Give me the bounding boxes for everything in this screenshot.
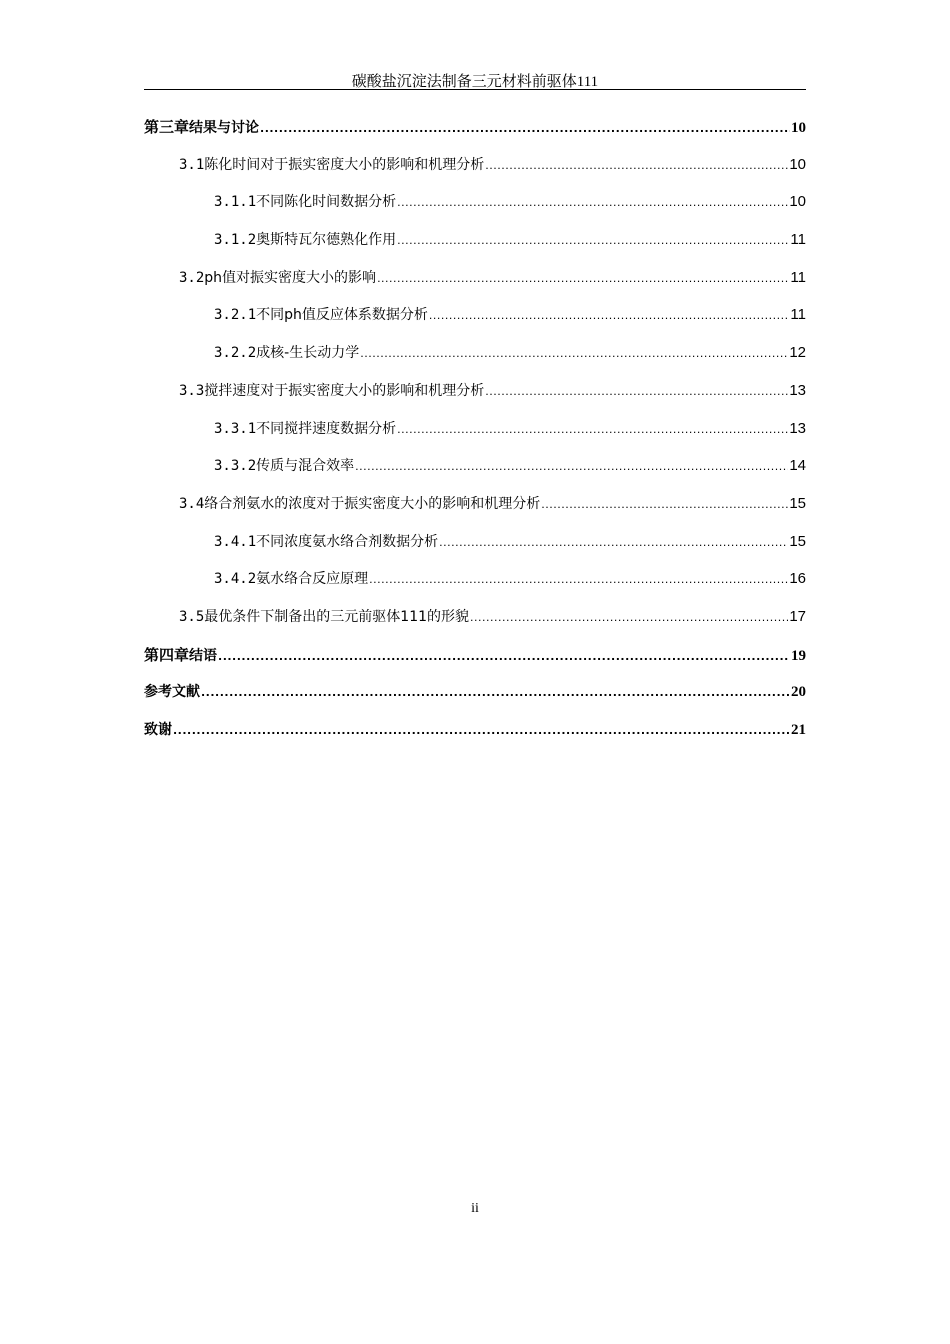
toc-entry-title: 络合剂氨水的浓度对于振实密度大小的影响和机理分析	[204, 495, 541, 512]
toc-entry-page: 12	[789, 344, 806, 362]
toc-entry-title: 不同ph值反应体系数据分析	[256, 307, 428, 324]
toc-entry-page: 13	[789, 381, 806, 399]
toc-entry-title: 陈化时间对于振实密度大小的影响和机理分析	[204, 156, 485, 173]
toc-entry[interactable]	[144, 606, 806, 644]
toc-entry-page: 19	[791, 647, 806, 664]
toc-entry[interactable]	[144, 191, 806, 229]
toc-entry[interactable]	[144, 304, 806, 342]
toc-entry-number: 3.5	[179, 608, 205, 625]
dot-leader	[485, 385, 788, 398]
toc-entry-title: 氨水络合反应原理	[256, 571, 369, 588]
toc-entry[interactable]	[144, 719, 806, 757]
toc-entry-title: 结果与讨论	[189, 120, 260, 136]
dot-leader	[201, 686, 790, 699]
toc-entry-page: 11	[790, 268, 806, 286]
dot-leader	[260, 122, 790, 135]
dot-leader	[541, 498, 788, 511]
toc-entry-number: 3.2.1	[214, 307, 257, 324]
toc-entry-page: 21	[791, 722, 806, 738]
toc-entry[interactable]	[144, 493, 806, 531]
toc-entry[interactable]	[144, 681, 806, 719]
toc-entry-page: 10	[791, 120, 806, 136]
toc-entry[interactable]	[144, 342, 806, 380]
toc-entry-page: 20	[791, 684, 806, 701]
toc-entry-title: 致谢	[144, 722, 172, 738]
toc-entry-number: 3.2.2	[214, 345, 257, 362]
toc-entry-number: 3.4.2	[214, 571, 257, 588]
toc-entry-number: 3.1.2	[214, 232, 257, 249]
toc-entry[interactable]	[144, 531, 806, 569]
toc-entry[interactable]	[144, 116, 806, 154]
toc-entry-number: 3.4.1	[214, 533, 257, 550]
toc-entry[interactable]	[144, 568, 806, 606]
toc-entry-title: 结语	[189, 647, 218, 664]
toc-entry-page: 11	[790, 306, 806, 324]
dot-leader	[485, 159, 788, 172]
dot-leader	[397, 423, 788, 436]
toc-entry[interactable]	[144, 267, 806, 305]
header-rule	[144, 89, 806, 90]
toc-entry-number: 3.3	[179, 382, 205, 399]
toc-entry-page: 13	[789, 419, 806, 437]
dot-leader	[360, 347, 788, 360]
toc-entry-title: 不同陈化时间数据分析	[256, 194, 397, 211]
toc-entry-title: 搅拌速度对于振实密度大小的影响和机理分析	[204, 382, 485, 399]
dot-leader	[218, 650, 790, 663]
toc-entry[interactable]	[144, 418, 806, 456]
toc-entry-page: 15	[789, 494, 806, 512]
toc-entry-number: 3.3.1	[214, 420, 257, 437]
toc-entry-page: 10	[789, 193, 806, 211]
toc-entry[interactable]	[144, 455, 806, 493]
dot-leader	[439, 536, 788, 549]
toc-entry-number: 3.4	[179, 495, 205, 512]
toc-entry-number: 3.3.2	[214, 458, 257, 475]
dot-leader	[397, 234, 789, 247]
dot-leader	[355, 460, 788, 473]
toc-entry-title: 不同搅拌速度数据分析	[256, 420, 397, 437]
dot-leader	[173, 724, 790, 737]
dot-leader	[397, 196, 788, 209]
toc-entry-number: 第四章	[144, 647, 190, 664]
dot-leader	[429, 309, 790, 322]
toc-entry[interactable]	[144, 380, 806, 418]
toc-entry-page: 11	[790, 231, 806, 249]
toc-entry[interactable]	[144, 154, 806, 192]
dot-leader	[377, 272, 789, 285]
toc-entry-page: 16	[789, 570, 806, 588]
toc-entry-number: 3.1	[179, 156, 205, 173]
toc-entry-number: 3.1.1	[214, 194, 257, 211]
toc-entry-page: 14	[789, 457, 806, 475]
toc-entry-page: 15	[789, 532, 806, 550]
table-of-contents	[144, 116, 806, 757]
toc-entry-number: 第三章	[144, 120, 190, 136]
toc-entry[interactable]	[144, 229, 806, 267]
toc-entry-page: 10	[789, 155, 806, 173]
toc-entry-number: 3.2	[179, 269, 205, 286]
running-header: 碳酸盐沉淀法制备三元材料前驱体111	[351, 74, 599, 90]
toc-entry-title: ph值对振实密度大小的影响	[204, 269, 377, 286]
toc-entry[interactable]	[144, 644, 806, 682]
dot-leader	[470, 611, 788, 624]
toc-entry-title: 奥斯特瓦尔德熟化作用	[256, 232, 397, 249]
toc-entry-title: 不同浓度氨水络合剂数据分析	[256, 533, 439, 550]
toc-entry-title: 最优条件下制备出的三元前驱体111的形貌	[204, 608, 470, 625]
page-number: ii	[471, 1201, 479, 1216]
toc-entry-title: 传质与混合效率	[256, 458, 355, 475]
toc-entry-page: 17	[789, 607, 806, 625]
toc-entry-title: 成核-生长动力学	[256, 345, 360, 362]
toc-entry-title: 参考文献	[144, 684, 200, 701]
dot-leader	[369, 573, 788, 586]
